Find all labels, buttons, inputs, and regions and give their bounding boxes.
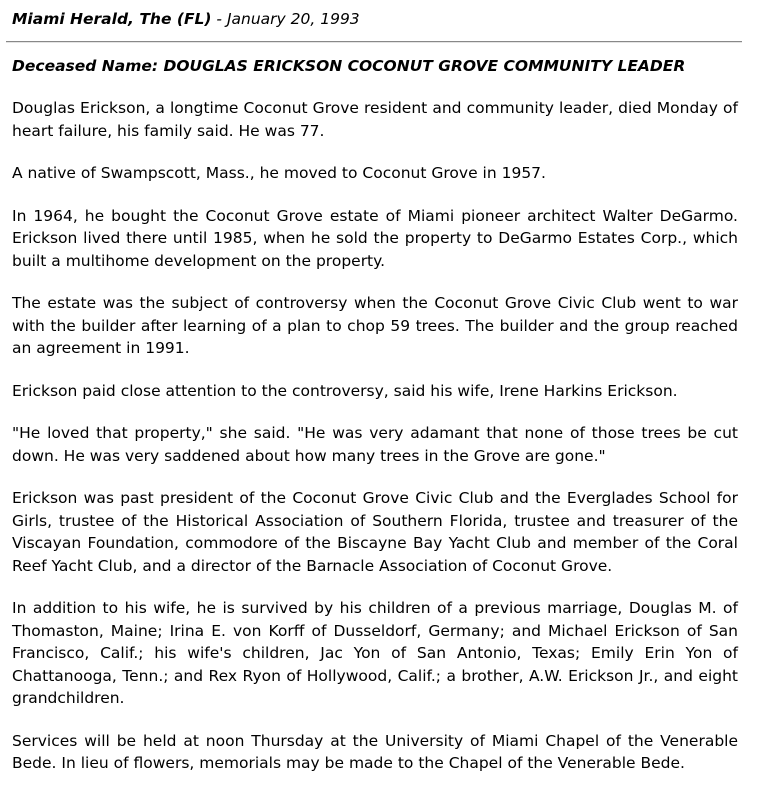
header-divider <box>6 41 742 43</box>
article-paragraph: Erickson was past president of the Coconut Grove Civic Club and the Everglades School for Girls, trustee of the Historical Association of Southern Florida, trustee and treasurer of the Viscayan Foundation, commodore of the Biscayne Bay Yacht Club and member of the Coral Reef Yacht Club, and a director of the Barnacle Association of Coconut Grove. <box>12 489 738 575</box>
article-paragraph: A native of Swampscott, Mass., he moved to Coconut Grove in 1957. <box>12 164 546 182</box>
article-paragraph: Douglas Erickson, a longtime Coconut Grove resident and community leader, died Monday of heart failure, his family said. He was 77. <box>12 99 738 140</box>
source-separator: - <box>211 10 227 28</box>
article-paragraph: The estate was the subject of controversy when the Coconut Grove Civic Club went to war with the builder after learning of a plan to chop 59 trees. The builder and the group reached an agreement in 1991. <box>12 294 738 357</box>
publication-date: January 20, 1993 <box>226 10 360 28</box>
article-source-line <box>12 9 360 29</box>
article-body <box>12 97 738 775</box>
article-paragraph: Erickson paid close attention to the controversy, said his wife, Irene Harkins Erickson. <box>12 381 678 400</box>
article-paragraph: "He loved that property," she said. "He was very adamant that none of those trees be cut down. He was very saddened about how many trees in the Grove are gone." <box>12 424 738 465</box>
article-paragraph: In 1964, he bought the Coconut Grove estate of Miami pioneer architect Walter DeGarmo. Erickson lived there until 1985, when he sold the property to DeGarmo Estates Corp., which built a multihome development on the property. <box>12 206 738 270</box>
article-paragraph: Services will be held at noon Thursday at the University of Miami Chapel of the Venerable Bede. In lieu of flowers, memorials may be made to the Chapel of the Venerable Bede. <box>12 731 738 772</box>
deceased-headline: Deceased Name: DOUGLAS ERICKSON COCONUT GROVE COMMUNITY LEADER <box>12 57 686 75</box>
article-paragraph: In addition to his wife, he is survived by his children of a previous marriage, Douglas M. of Thomaston, Maine; Irina E. von Korff of Dusseldorf, Germany; and Michael Erickson of San Francisco, Calif.; his wife's children, Jac Yon of San Antonio, Texas; Emily Erin Yon of Chattanooga, Tenn.; and Rex Ryon of Hollywood, Calif.; a brother, A.W. Erickson Jr., and eight grandchildren. <box>12 599 738 707</box>
publication-name: Miami Herald, The (FL) <box>12 10 212 28</box>
